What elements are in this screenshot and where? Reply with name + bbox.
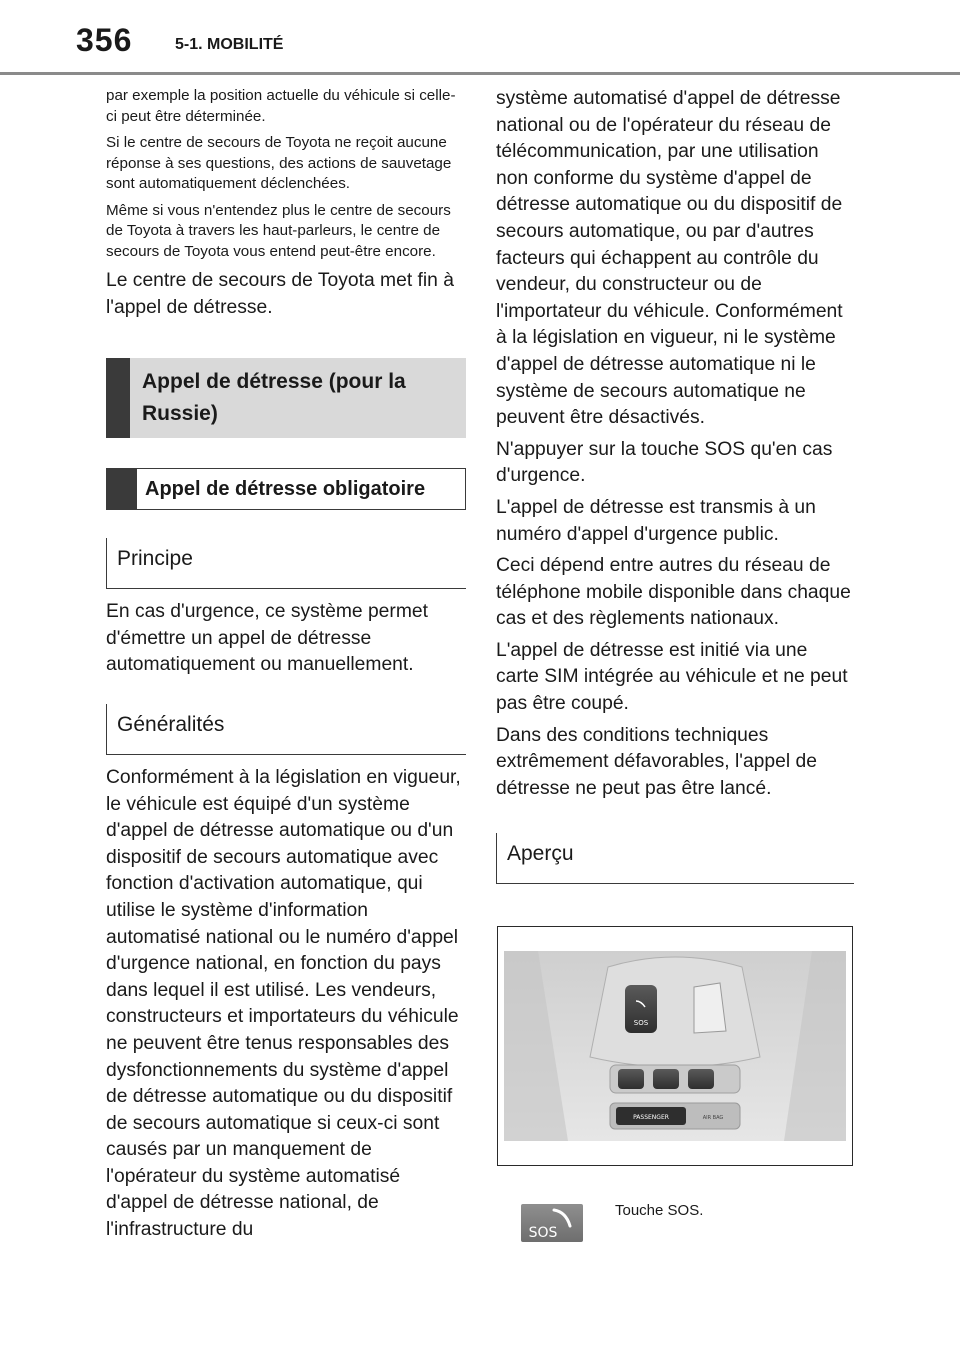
heading-russia-text: Appel de détresse (pour la Russie) [142,370,406,426]
paragraph-transmitted: L'appel de détresse est transmis à un numéro d'appel d'urgence public. [496,496,816,545]
svg-text:SOS: SOS [633,1019,649,1027]
page-number: 356 [76,22,133,58]
paragraph-generalites: Conformément à la législation en vigueur, le véhicule est équipé d'un système d'appel de détresse automatique ou d'un dispositif de secours automatique avec fonction d'activation automatique, qui utilise le système d'information automatisé national ou le numéro d'appel d'urgence national, en fonction du pays dans lequel il est utilisé. Les vendeurs, constructeurs et importateurs du véhicule ne peuvent être tenus responsables des dysfonctionnements du système d'appel de détresse automatique ou du dispositif de secours automatique si ceux-ci sont causés par un manquement de l'opérateur du système automatisé d'appel de détresse national, de l'infrastructure du [106,766,461,1241]
svg-text:PASSENGER: PASSENGER [633,1114,669,1121]
heading-generalites: Généralités [106,704,466,755]
heading-mandatory [106,468,466,510]
page-header [0,0,960,80]
paragraph-network: Ceci dépend entre autres du réseau de téléphone mobile disponible dans chaque cas et des règlements nationaux. [496,555,851,630]
paragraph-sim: L'appel de détresse est initié via une carte SIM intégrée au véhicule et ne peut pas être coupé. [496,639,848,715]
legend-text: Touche SOS. [615,1202,704,1219]
paragraph-position: par exemple la position actuelle du véhicule si celle-ci peut être déterminée. [106,87,456,125]
paragraph-principe: En cas d'urgence, ce système permet d'émettre un appel de détresse automatiquement ou manuellement. [106,601,428,676]
sos-key-icon [521,1204,583,1242]
right-column [496,86,854,884]
section-title: 5-1. MOBILITÉ [175,36,284,53]
paragraph-conditions: Dans des conditions techniques extrêmement défavorables, l'appel de détresse ne peut pas être lancé. [496,724,817,799]
heading-mandatory-text: Appel de détresse obligatoire [145,478,426,501]
paragraph-still-hears: Même si vous n'entendez plus le centre de secours de Toyota à travers les haut-parleurs, le centre de secours de Toyota vous entend peut-être encore. [106,201,451,260]
header-rule [0,72,960,75]
heading-russia [106,358,466,438]
heading-apercu: Aperçu [496,833,854,884]
left-column [106,86,466,1249]
svg-text:AIR BAG: AIR BAG [702,1115,724,1121]
paragraph-call-end: Le centre de secours de Toyota met fin à l'appel de détresse. [106,270,454,318]
svg-text:SOS: SOS [528,1225,558,1241]
overhead-console-illustration [498,927,852,1165]
paragraph-sos-only: N'appuyer sur la touche SOS qu'en cas d'urgence. [496,438,833,487]
heading-principe: Principe [106,538,466,589]
paragraph-no-response: Si le centre de secours de Toyota ne reçoit aucune réponse à ses questions, des actions de sauvetage sont automatiquement déclenchées. [106,134,452,192]
overhead-console-figure [497,926,853,1166]
heading-bar [106,358,130,438]
paragraph-continued: système automatisé d'appel de détresse national ou de l'opérateur du réseau de télécommunication, par une utilisation non conforme du système d'appel de détresse automatique ou du dispositif de secours automatique, ou par d'autres facteurs qui échappent au contrôle du vendeur, du constructeur ou de l'importateur du véhicule. Conformément à la législation en vigueur, ni le système d'appel de détresse automatique ni le système de secours automatique ne peuvent être désactivés. [496,88,843,429]
heading-bar [107,469,137,509]
